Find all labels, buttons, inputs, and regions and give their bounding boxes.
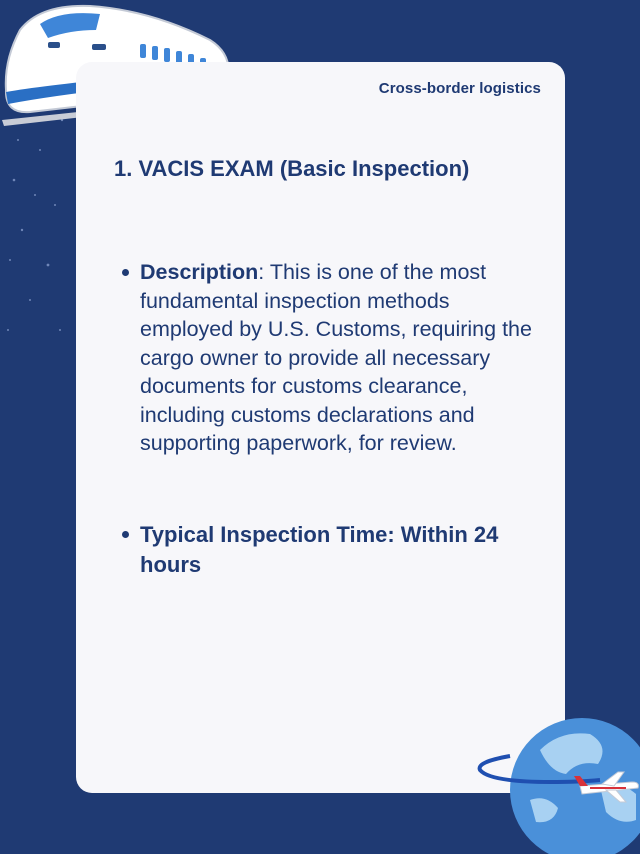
- inspection-time-text: Typical Inspection Time: Within 24 hours: [140, 521, 499, 577]
- inspection-time-item: [122, 520, 532, 580]
- globe-illustration: [470, 690, 640, 854]
- bullet-dot: [122, 531, 129, 538]
- bullet-list: [122, 258, 532, 580]
- description-label: Description: [140, 260, 259, 284]
- content-card: [76, 62, 565, 793]
- section-title: 1. VACIS EXAM (Basic Inspection): [114, 156, 470, 181]
- description-item: [122, 258, 532, 458]
- bullet-dot: [122, 269, 129, 276]
- brand-label: Cross-border logistics: [378, 80, 541, 97]
- description-text: : This is one of the most fundamental inspection methods employed by U.S. Customs, requiring the cargo owner to provide all necessary documents for customs clearance, including customs declarations and supporting paperwork, for review.: [140, 260, 532, 455]
